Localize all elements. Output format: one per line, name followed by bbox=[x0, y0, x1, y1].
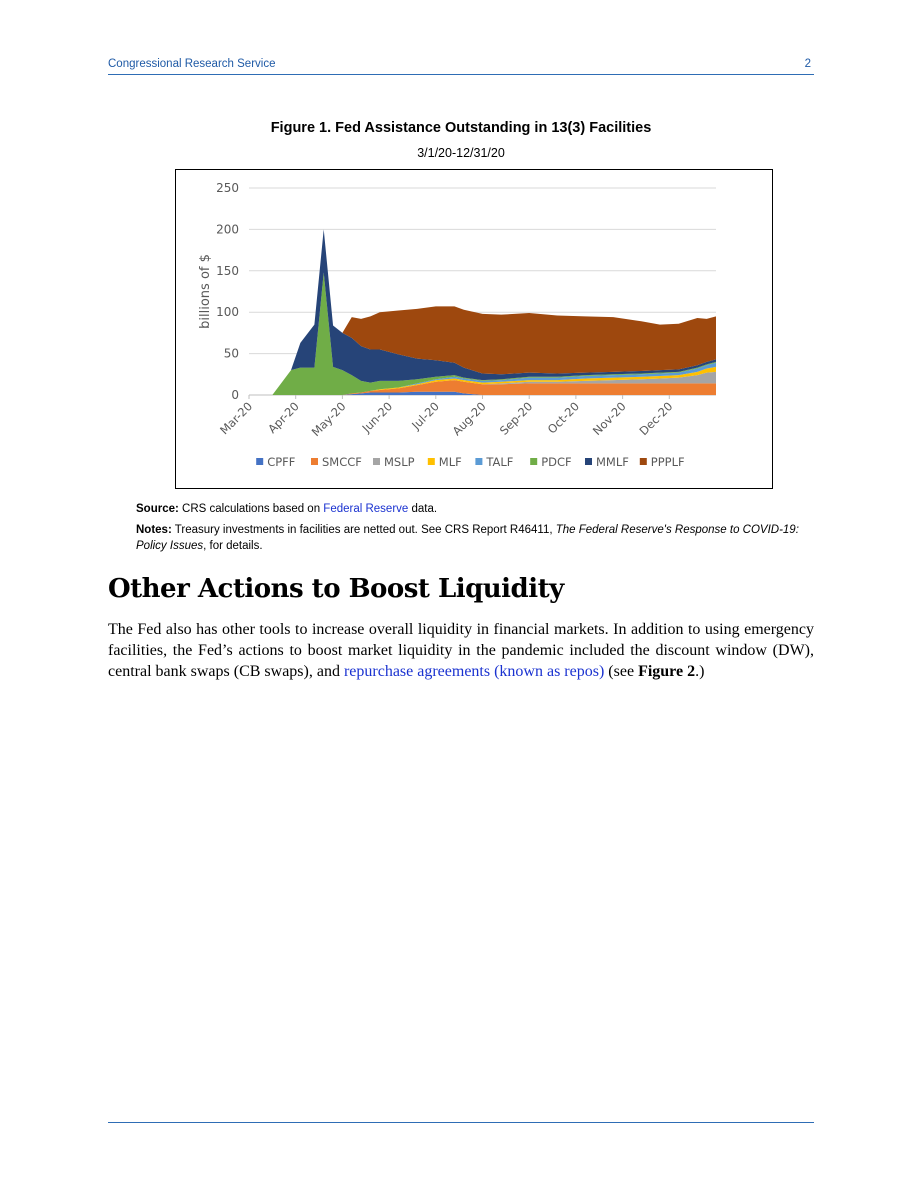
legend-label-pdcf: PDCF bbox=[541, 455, 572, 469]
legend-swatch-mslp bbox=[373, 458, 380, 465]
y-tick-label: 150 bbox=[216, 263, 239, 278]
x-tick-label: Sep-20 bbox=[496, 399, 536, 438]
legend-label-mslp: MSLP bbox=[384, 455, 415, 469]
legend-swatch-mlf bbox=[428, 458, 435, 465]
figure-subtitle: 3/1/20-12/31/20 bbox=[417, 146, 505, 160]
x-tick-label: Oct-20 bbox=[544, 399, 583, 437]
source-label: Source: bbox=[136, 503, 179, 515]
x-tick-label: Jul-20 bbox=[408, 399, 442, 433]
y-tick-label: 0 bbox=[231, 388, 239, 402]
federal-reserve-link[interactable]: Federal Reserve bbox=[323, 503, 409, 515]
x-tick-label: Apr-20 bbox=[265, 399, 302, 436]
header-rule bbox=[108, 74, 814, 75]
repos-link[interactable]: repurchase agreements (known as repos) bbox=[343, 663, 605, 680]
notes-text: Treasury investments in facilities are netted out. See CRS Report R46411, bbox=[171, 524, 556, 536]
y-tick-label: 100 bbox=[216, 305, 239, 320]
legend-swatch-mmlf bbox=[585, 458, 592, 465]
legend-label-mmlf: MMLF bbox=[596, 455, 629, 469]
legend-swatch-cpff bbox=[256, 458, 263, 465]
y-tick-label: 200 bbox=[216, 222, 239, 237]
section-heading: Other Actions to Boost Liquidity bbox=[108, 574, 564, 604]
paragraph-text-mid: (see bbox=[604, 663, 639, 680]
legend-label-smccf: SMCCF bbox=[322, 455, 362, 469]
legend-swatch-smccf bbox=[311, 458, 318, 465]
legend-swatch-ppplf bbox=[640, 458, 647, 465]
x-tick-label: Dec-20 bbox=[636, 399, 676, 439]
y-tick-label: 250 bbox=[216, 181, 239, 195]
notes-label: Notes: bbox=[136, 524, 172, 536]
chart-frame bbox=[175, 169, 773, 489]
legend-swatch-pdcf bbox=[530, 458, 537, 465]
legend-label-mlf: MLF bbox=[438, 455, 462, 469]
x-tick-label: May-20 bbox=[308, 399, 349, 440]
stacked-area-chart bbox=[176, 170, 774, 490]
legend-label-talf: TALF bbox=[486, 455, 514, 469]
x-tick-label: Aug-20 bbox=[449, 399, 489, 439]
footer-rule bbox=[108, 1122, 814, 1123]
x-tick-label: Mar-20 bbox=[217, 399, 256, 438]
source-text: CRS calculations based on bbox=[178, 503, 324, 515]
running-header bbox=[108, 58, 813, 74]
figure-title: Figure 1. Fed Assistance Outstanding in 13(3) Facilities bbox=[270, 120, 652, 136]
legend-label-cpff: CPFF bbox=[267, 455, 296, 469]
report-title: The Federal Reserve's Response to COVID-19: Policy Issues bbox=[136, 524, 799, 552]
legend-label-ppplf: PPPLF bbox=[650, 455, 685, 469]
x-tick-label: Jun-20 bbox=[359, 399, 396, 436]
source-text-end: data. bbox=[408, 503, 438, 515]
x-tick-label: Nov-20 bbox=[589, 399, 629, 439]
figure-source bbox=[136, 503, 437, 515]
legend-swatch-talf bbox=[475, 458, 482, 465]
y-tick-label: 50 bbox=[223, 346, 239, 361]
page-number: 2 bbox=[804, 58, 811, 70]
figure-2-ref: Figure 2 bbox=[638, 663, 696, 680]
body-paragraph bbox=[108, 619, 814, 682]
paragraph-text-end: .) bbox=[695, 663, 705, 680]
figure-notes bbox=[136, 522, 814, 554]
notes-text-end: , for details. bbox=[203, 540, 263, 552]
y-axis-label: billions of $ bbox=[198, 254, 213, 329]
paragraph-text: The Fed also has other tools to increase overall liquidity in financial markets. In addition to using emergency facilities, the Fed’s actions to boost market liquidity in the pandemic included the discount window (DW), central bank swaps (CB swaps), and bbox=[108, 621, 814, 680]
header-org: Congressional Research Service bbox=[108, 58, 276, 70]
